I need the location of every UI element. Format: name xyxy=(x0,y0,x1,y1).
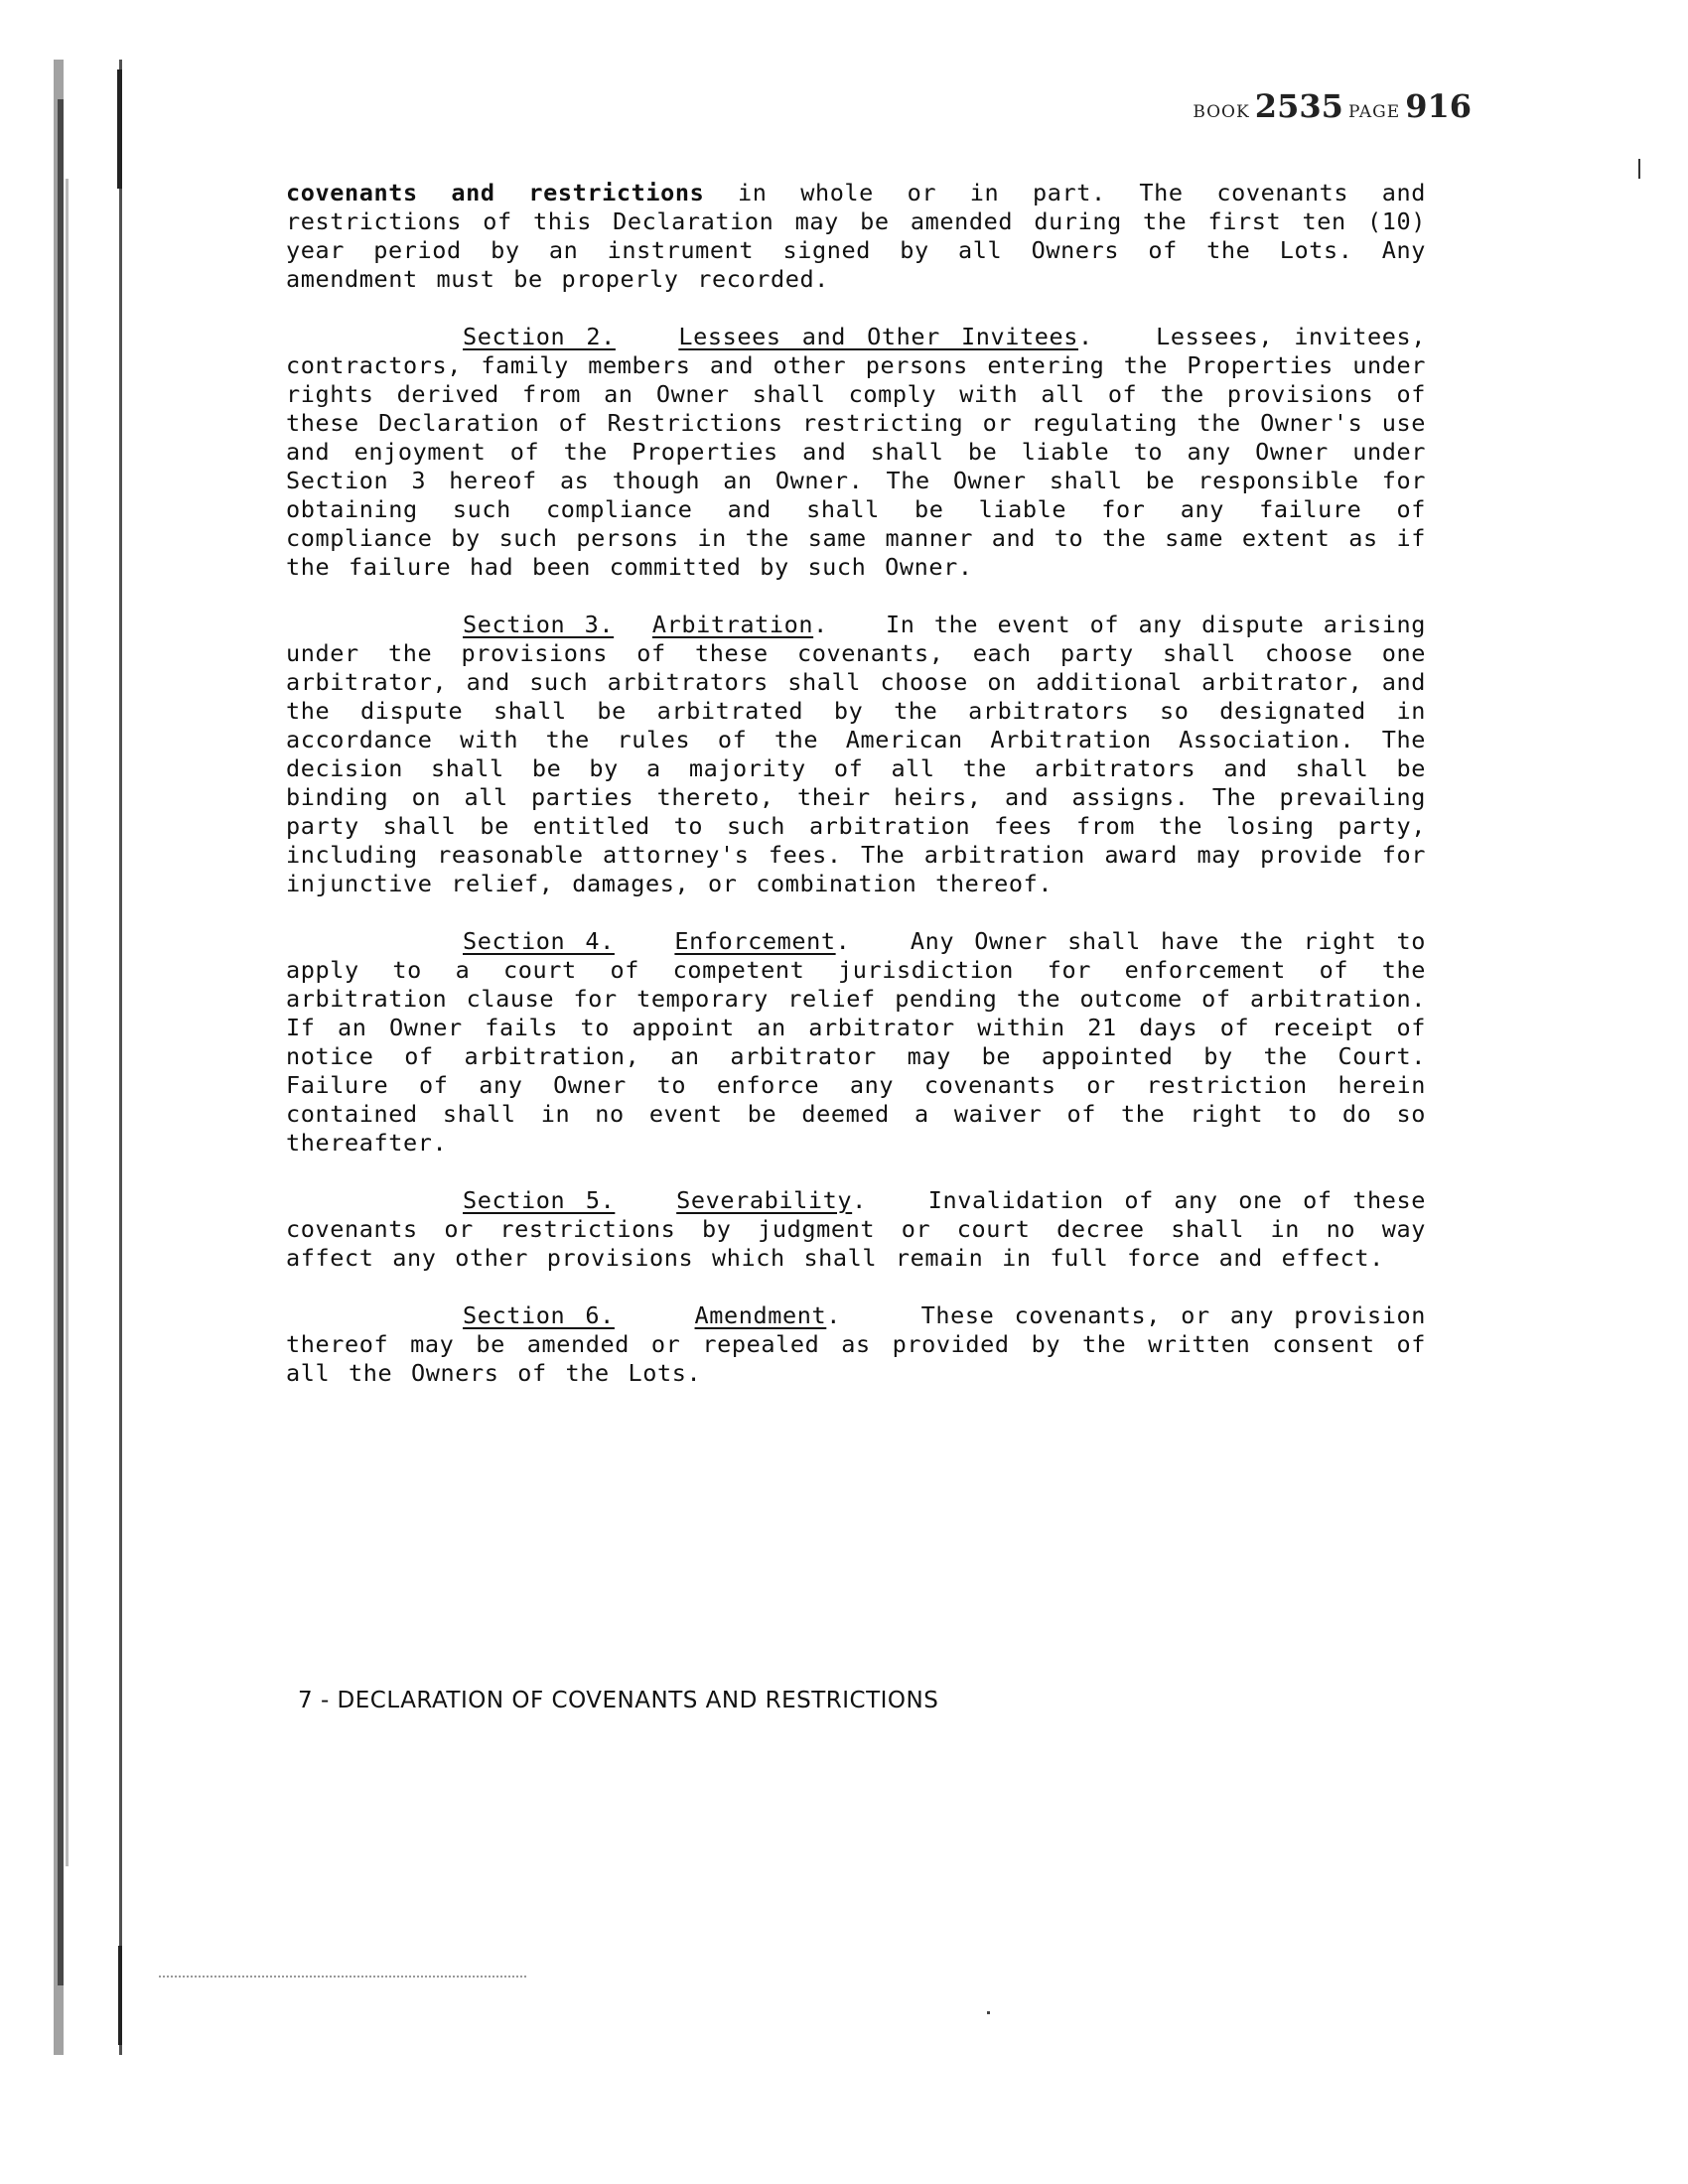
section-6-paragraph: Section 6. Amendment. These covenants, or any provision thereof may be amended or repealed as provided by the written consent of all the Owners of the Lots. xyxy=(286,1301,1427,1387)
book-page-stamp xyxy=(1193,87,1472,125)
section-2-text: Lessees, invitees, contractors, family members and other persons entering the Properties under rights derived from an Owner shall comply with all of the provisions of these Declaration of Restrictions restricting or regulating the Owner's use and enjoyment of the Properties and shall be liable to any Owner under Section 3 hereof as though an Owner. The Owner shall be responsible for obtaining such compliance and shall be liable for any failure of compliance by such persons in the same manner and to the same extent as if the failure had been committed by such Owner. xyxy=(286,323,1427,581)
page-label: PAGE xyxy=(1347,102,1401,122)
book-number: 2535 xyxy=(1254,87,1343,125)
intro-lead: covenants and restrictions xyxy=(286,179,705,206)
section-4-number: Section 4. xyxy=(463,927,615,955)
book-label: BOOK xyxy=(1193,102,1250,122)
intro-paragraph xyxy=(286,179,1426,294)
section-6-number: Section 6. xyxy=(463,1301,615,1329)
section-6-title: Amendment xyxy=(694,1301,827,1329)
scan-artifact-dot xyxy=(987,2011,990,2014)
section-2-number: Section 2. xyxy=(463,323,616,350)
section-3-text: In the event of any dispute arising under the provisions of these covenants, each party shall choose one arbitrator, and such arbitrators shall choose on additional arbitrator, and the dispute shall be arbitrated by the arbitrators so designated in accordance with the rules of the American Arbitration Association. The decision shall be by a majority of all the arbitrators and shall be binding on all parties thereto, their heirs, and assigns. The prevailing party shall be entitled to such arbitration fees from the losing party, including reasonable attorney's fees. The arbitration award may provide for injunctive relief, damages, or combination thereof. xyxy=(286,611,1427,897)
page-number: 916 xyxy=(1405,87,1472,125)
scan-binding-edge xyxy=(52,60,141,2055)
section-5-text: Invalidation of any one of these covenants or restrictions by judgment or court decree shall in no way affect any other provisions which shall remain in full force and effect. xyxy=(286,1186,1426,1272)
section-3-title: Arbitration xyxy=(651,611,814,638)
section-2-paragraph: Section 2. Lessees and Other Invitees. Lessees, invitees, contractors, family members and other persons entering the Properties under rights derived from an Owner shall comply with all of the provisions of these Declaration of Restrictions restricting or regulating the Owner's use and enjoyment of the Properties and shall be liable to any Owner under Section 3 hereof as though an Owner. The Owner shall be responsible for obtaining such compliance and shall be liable for any failure of compliance by such persons in the same manner and to the same extent as if the failure had been committed by such Owner. xyxy=(286,323,1427,581)
page-footer: 7 - DECLARATION OF COVENANTS AND RESTRICTIONS xyxy=(298,1688,939,1713)
intro-text: in whole or in part. The covenants and restrictions of this Declaration may be amended during the first ten (10) year period by an instrument signed by all Owners of the Lots. Any amendment must be properly recorded. xyxy=(286,179,1426,293)
section-5-number: Section 5. xyxy=(463,1186,616,1214)
section-2-title: Lessees and Other Invitees xyxy=(678,323,1078,350)
section-4-title: Enforcement xyxy=(674,927,836,955)
section-4-paragraph: Section 4. Enforcement. Any Owner shall have the right to apply to a court of competent jurisdiction for enforcement of the arbitration clause for temporary relief pending the outcome of arbitration. If an Owner fails to appoint an arbitrator within 21 days of receipt of notice of arbitration, an arbitrator may be appointed by the Court. Failure of any Owner to enforce any covenants or restriction herein contained shall in no event be deemed a waiver of the right to do so thereafter. xyxy=(286,927,1427,1157)
section-6-text: These covenants, or any provision thereof may be amended or repealed as provided by the written consent of all the Owners of the Lots. xyxy=(286,1301,1427,1387)
section-5-title: Severability xyxy=(676,1186,853,1214)
section-4-text: Any Owner shall have the right to apply to a court of competent jurisdiction for enforcement of the arbitration clause for temporary relief pending the outcome of arbitration. If an Owner fails to appoint an arbitrator within 21 days of receipt of notice of arbitration, an arbitrator may be appointed by the Court. Failure of any Owner to enforce any covenants or restriction herein contained shall in no event be deemed a waiver of the right to do so thereafter. xyxy=(286,927,1427,1157)
section-5-paragraph: Section 5. Severability. Invalidation of any one of these covenants or restrictions by judgment or court decree shall in no way affect any other provisions which shall remain in full force and effect. xyxy=(286,1186,1426,1272)
scan-mark xyxy=(1638,159,1640,179)
scan-artifact-line xyxy=(159,1976,526,1978)
section-3-number: Section 3. xyxy=(463,611,615,638)
document-body xyxy=(286,179,1426,1417)
section-3-paragraph: Section 3. Arbitration. In the event of any dispute arising under the provisions of these covenants, each party shall choose one arbitrator, and such arbitrators shall choose on additional arbitrator, and the dispute shall be arbitrated by the arbitrators so designated in accordance with the rules of the American Arbitration Association. The decision shall be by a majority of all the arbitrators and shall be binding on all parties thereto, their heirs, and assigns. The prevailing party shall be entitled to such arbitration fees from the losing party, including reasonable attorney's fees. The arbitration award may provide for injunctive relief, damages, or combination thereof. xyxy=(286,611,1427,897)
